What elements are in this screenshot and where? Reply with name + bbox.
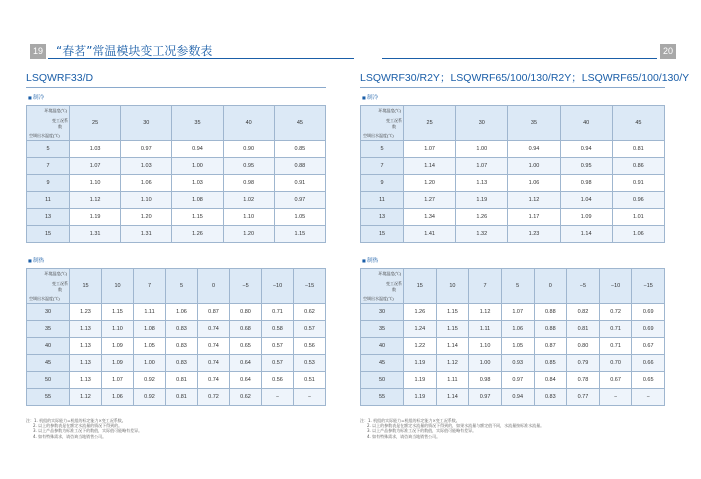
corner-label: 变工况系数 <box>52 118 68 129</box>
table-cell: 1.13 <box>70 372 102 389</box>
table-cell: 0.94 <box>508 141 560 158</box>
row-header: 50 <box>361 372 404 389</box>
table-cell: 1.20 <box>121 209 172 226</box>
corner-label: 环境温度(℃) <box>378 108 401 113</box>
footnote-line: 4. 如有特殊需求，请咨询当地销售公司。 <box>33 433 107 439</box>
table-cell: 1.20 <box>404 175 456 192</box>
cooling-section-label: ■ 制冷 <box>362 94 665 102</box>
heating-table <box>360 268 665 406</box>
table-cell: 1.19 <box>404 372 437 389</box>
footnote-line: 2. 以上的参数表是在额定水流量的情况下得到的，如果水流量与额定值不同，水流量按标准水流量。 <box>367 423 545 429</box>
row-header: 13 <box>361 209 404 226</box>
table-row <box>27 175 326 192</box>
table-cell: 0.92 <box>134 389 166 406</box>
table-cell: 1.14 <box>560 226 612 243</box>
table-cell: 0.88 <box>534 304 567 321</box>
table-cell: 1.08 <box>172 192 223 209</box>
column-header: −10 <box>599 269 632 304</box>
column-header: 25 <box>404 106 456 141</box>
table-cell: 0.98 <box>469 372 502 389</box>
table-row <box>27 141 326 158</box>
table-row <box>361 192 665 209</box>
row-header: 50 <box>27 372 70 389</box>
table-cell: 1.15 <box>102 304 134 321</box>
table-cell: 1.01 <box>612 209 664 226</box>
table-cell: 0.81 <box>567 321 600 338</box>
table-row <box>361 158 665 175</box>
column-header: 0 <box>534 269 567 304</box>
table-cell: 1.26 <box>172 226 223 243</box>
table-cell: 1.10 <box>70 175 121 192</box>
table-cell: 1.10 <box>121 192 172 209</box>
table-cell: 1.12 <box>436 355 469 372</box>
column-header: −15 <box>294 269 326 304</box>
table-row <box>361 389 665 406</box>
table-cell: 1.26 <box>404 304 437 321</box>
table-cell: 0.92 <box>134 372 166 389</box>
table-cell: 1.19 <box>70 209 121 226</box>
cooling-section-label: ■ 制冷 <box>28 94 326 102</box>
table-cell: 1.06 <box>612 226 664 243</box>
row-header: 11 <box>27 192 70 209</box>
table-cell: 0.74 <box>198 355 230 372</box>
table-row <box>361 355 665 372</box>
table-cell: 1.09 <box>102 338 134 355</box>
table-cell: 1.03 <box>121 158 172 175</box>
table-cell: 1.13 <box>456 175 508 192</box>
table-cell: 1.14 <box>404 158 456 175</box>
corner-label: 变工况系数 <box>386 281 402 292</box>
table-cell: 1.00 <box>456 141 508 158</box>
row-header: 5 <box>361 141 404 158</box>
table-row <box>27 321 326 338</box>
table-cell: 0.79 <box>567 355 600 372</box>
corner-cell <box>361 269 404 304</box>
table-cell: 0.97 <box>469 389 502 406</box>
table-cell: 1.00 <box>508 158 560 175</box>
table-cell: 0.66 <box>632 355 665 372</box>
column-header: 30 <box>456 106 508 141</box>
table-row <box>361 304 665 321</box>
page-number-left: 19 <box>30 44 46 59</box>
table-cell: 1.10 <box>223 209 274 226</box>
column-header: −5 <box>230 269 262 304</box>
table-cell: 1.15 <box>436 304 469 321</box>
table-cell: 0.78 <box>567 372 600 389</box>
table-cell: 1.13 <box>70 321 102 338</box>
table-cell: 1.19 <box>404 355 437 372</box>
row-header: 40 <box>361 338 404 355</box>
table-header-row <box>27 269 326 304</box>
column-header: 40 <box>223 106 274 141</box>
header-rule-right <box>382 58 657 59</box>
corner-label: 空调出水温度(℃) <box>363 133 394 138</box>
table-cell: 1.19 <box>404 389 437 406</box>
table-cell: 0.91 <box>612 175 664 192</box>
table-row <box>27 338 326 355</box>
table-cell: 0.87 <box>198 304 230 321</box>
table-cell: 0.97 <box>274 192 325 209</box>
row-header: 30 <box>361 304 404 321</box>
table-cell: 1.06 <box>102 389 134 406</box>
table-row <box>27 355 326 372</box>
table-cell: 0.95 <box>223 158 274 175</box>
table-cell: 1.09 <box>102 355 134 372</box>
table-cell: 1.03 <box>172 175 223 192</box>
footnote-line: 3. 以上产品参数为标准工况下的数值，实际值可能略有差异。 <box>33 428 143 434</box>
table-cell: 1.14 <box>436 389 469 406</box>
table-header-row <box>361 106 665 141</box>
table-cell: 1.15 <box>172 209 223 226</box>
table-cell: 1.11 <box>436 372 469 389</box>
column-header: 35 <box>508 106 560 141</box>
corner-label: 变工况系数 <box>386 118 402 129</box>
column-header: 10 <box>102 269 134 304</box>
table-cell: 0.93 <box>501 355 534 372</box>
table-cell: 1.06 <box>121 175 172 192</box>
table-cell: 0.97 <box>121 141 172 158</box>
table-cell: 0.56 <box>294 338 326 355</box>
table-cell: 0.95 <box>560 158 612 175</box>
table-cell: 0.81 <box>612 141 664 158</box>
table-cell: 1.24 <box>404 321 437 338</box>
table-cell: 0.85 <box>274 141 325 158</box>
corner-cell <box>361 106 404 141</box>
table-cell: 0.71 <box>599 321 632 338</box>
table-cell: 1.14 <box>436 338 469 355</box>
table-cell: 0.84 <box>534 372 567 389</box>
table-cell: 1.05 <box>134 338 166 355</box>
table-row <box>361 338 665 355</box>
table-cell: 0.98 <box>223 175 274 192</box>
page-title: “春茗”常温模块变工况参数表 <box>56 44 213 58</box>
corner-label: 空调出水温度(℃) <box>29 296 60 301</box>
column-header: 40 <box>560 106 612 141</box>
table-cell: 1.06 <box>508 175 560 192</box>
table-cell: 0.98 <box>560 175 612 192</box>
table-cell: 0.65 <box>632 372 665 389</box>
table-cell: 0.72 <box>198 389 230 406</box>
table-row <box>27 209 326 226</box>
table-cell: 1.31 <box>121 226 172 243</box>
header-rule-left <box>48 58 354 59</box>
table-cell: 0.88 <box>274 158 325 175</box>
table-cell: 0.87 <box>534 338 567 355</box>
column-header: 15 <box>404 269 437 304</box>
table-cell: − <box>294 389 326 406</box>
table-cell: 1.15 <box>274 226 325 243</box>
table-cell: 1.22 <box>404 338 437 355</box>
table-cell: 0.82 <box>567 304 600 321</box>
model-name: LSQWRF30/R2Y；LSQWRF65/100/130/R2Y；LSQWRF65/100/130/Y <box>360 72 665 88</box>
table-cell: 1.07 <box>70 158 121 175</box>
table-cell: 0.68 <box>230 321 262 338</box>
table-cell: − <box>262 389 294 406</box>
table-cell: 1.20 <box>223 226 274 243</box>
table-cell: 0.62 <box>230 389 262 406</box>
footnotes <box>360 418 665 439</box>
table-cell: 0.88 <box>534 321 567 338</box>
table-cell: 0.51 <box>294 372 326 389</box>
table-cell: 0.67 <box>632 338 665 355</box>
table-cell: 1.00 <box>134 355 166 372</box>
left-panel <box>26 72 326 439</box>
table-cell: 1.03 <box>70 141 121 158</box>
table-row <box>27 372 326 389</box>
column-header: 30 <box>121 106 172 141</box>
table-cell: 1.05 <box>501 338 534 355</box>
column-header: −5 <box>567 269 600 304</box>
model-name: LSQWRF33/D <box>26 72 326 88</box>
row-header: 11 <box>361 192 404 209</box>
corner-label: 空调出水温度(℃) <box>29 133 60 138</box>
table-cell: 0.74 <box>198 338 230 355</box>
table-cell: 0.69 <box>632 304 665 321</box>
table-cell: 1.10 <box>469 338 502 355</box>
column-header: 0 <box>198 269 230 304</box>
table-row <box>27 304 326 321</box>
table-cell: 0.64 <box>230 355 262 372</box>
table-cell: 1.19 <box>456 192 508 209</box>
row-header: 9 <box>361 175 404 192</box>
table-cell: 1.12 <box>508 192 560 209</box>
table-row <box>27 389 326 406</box>
table-cell: 0.85 <box>534 355 567 372</box>
table-cell: 1.34 <box>404 209 456 226</box>
table-cell: 0.56 <box>262 372 294 389</box>
table-cell: 0.69 <box>632 321 665 338</box>
table-cell: 0.57 <box>262 338 294 355</box>
row-header: 15 <box>361 226 404 243</box>
table-cell: 0.96 <box>612 192 664 209</box>
corner-label: 环境温度(℃) <box>44 108 67 113</box>
row-header: 13 <box>27 209 70 226</box>
row-header: 35 <box>27 321 70 338</box>
table-header-row <box>27 106 326 141</box>
table-cell: 1.11 <box>469 321 502 338</box>
table-cell: 1.11 <box>134 304 166 321</box>
table-cell: 1.07 <box>102 372 134 389</box>
heating-section-label: ■ 制热 <box>28 257 326 265</box>
table-cell: 1.00 <box>172 158 223 175</box>
right-panel <box>360 72 690 439</box>
table-cell: 0.83 <box>166 355 198 372</box>
cooling-table <box>26 105 326 243</box>
table-cell: 1.07 <box>404 141 456 158</box>
table-row <box>27 158 326 175</box>
table-row <box>27 226 326 243</box>
table-cell: 1.04 <box>560 192 612 209</box>
table-cell: 0.65 <box>230 338 262 355</box>
column-header: 5 <box>501 269 534 304</box>
table-cell: 0.58 <box>262 321 294 338</box>
column-header: −10 <box>262 269 294 304</box>
table-cell: 0.72 <box>599 304 632 321</box>
table-cell: 0.77 <box>567 389 600 406</box>
table-cell: 1.02 <box>223 192 274 209</box>
column-header: 7 <box>134 269 166 304</box>
table-cell: 1.00 <box>469 355 502 372</box>
row-header: 5 <box>27 141 70 158</box>
table-cell: 1.13 <box>70 338 102 355</box>
table-cell: 1.17 <box>508 209 560 226</box>
table-cell: 0.57 <box>262 355 294 372</box>
table-cell: 1.05 <box>274 209 325 226</box>
table-row <box>27 192 326 209</box>
table-cell: 1.07 <box>501 304 534 321</box>
footnotes <box>26 418 326 439</box>
column-header: −15 <box>632 269 665 304</box>
table-cell: 0.90 <box>223 141 274 158</box>
table-cell: 0.67 <box>599 372 632 389</box>
row-header: 40 <box>27 338 70 355</box>
table-cell: 0.94 <box>501 389 534 406</box>
row-header: 15 <box>27 226 70 243</box>
column-header: 10 <box>436 269 469 304</box>
table-cell: 0.57 <box>294 321 326 338</box>
column-header: 35 <box>172 106 223 141</box>
table-cell: − <box>599 389 632 406</box>
row-header: 55 <box>27 389 70 406</box>
table-cell: 0.83 <box>166 338 198 355</box>
table-cell: 1.06 <box>166 304 198 321</box>
footnote-line: 4. 如有特殊需求，请咨询当地销售公司。 <box>367 433 441 439</box>
table-cell: 1.27 <box>404 192 456 209</box>
table-cell: 0.91 <box>274 175 325 192</box>
table-cell: 1.06 <box>501 321 534 338</box>
table-cell: 1.15 <box>436 321 469 338</box>
corner-label: 空调出水温度(℃) <box>363 296 394 301</box>
table-row <box>361 321 665 338</box>
table-cell: 1.23 <box>70 304 102 321</box>
table-cell: 0.81 <box>166 372 198 389</box>
footnote-line: 2. 以上的参数表是在额定水流量的情况下得到的。 <box>33 423 123 429</box>
page-number-right: 20 <box>660 44 676 59</box>
table-cell: 1.12 <box>70 389 102 406</box>
table-cell: 0.70 <box>599 355 632 372</box>
table-cell: 1.12 <box>70 192 121 209</box>
table-cell: 0.83 <box>534 389 567 406</box>
table-cell: 1.41 <box>404 226 456 243</box>
corner-cell <box>27 106 70 141</box>
column-header: 25 <box>70 106 121 141</box>
table-cell: 0.81 <box>166 389 198 406</box>
table-header-row <box>361 269 665 304</box>
footnote-line: 3. 以上产品参数为标准工况下的数值，实际值可能略有差异。 <box>367 428 477 434</box>
table-cell: 1.23 <box>508 226 560 243</box>
column-header: 45 <box>612 106 664 141</box>
corner-label: 环境温度(℃) <box>378 271 401 276</box>
column-header: 45 <box>274 106 325 141</box>
table-cell: 0.53 <box>294 355 326 372</box>
column-header: 15 <box>70 269 102 304</box>
table-row <box>361 175 665 192</box>
table-cell: − <box>632 389 665 406</box>
heating-table <box>26 268 326 406</box>
corner-label: 变工况系数 <box>52 281 68 292</box>
table-cell: 0.83 <box>166 321 198 338</box>
table-cell: 0.64 <box>230 372 262 389</box>
column-header: 5 <box>166 269 198 304</box>
table-cell: 0.80 <box>567 338 600 355</box>
row-header: 30 <box>27 304 70 321</box>
table-cell: 0.97 <box>501 372 534 389</box>
table-cell: 1.32 <box>456 226 508 243</box>
table-row <box>361 209 665 226</box>
table-cell: 0.86 <box>612 158 664 175</box>
footnote-line: 注：1. 机组的实际能力=机组的标定能力×变工况系数。 <box>26 418 126 423</box>
row-header: 9 <box>27 175 70 192</box>
table-cell: 1.07 <box>456 158 508 175</box>
table-cell: 0.80 <box>230 304 262 321</box>
cooling-table <box>360 105 665 243</box>
table-cell: 0.74 <box>198 321 230 338</box>
heating-section-label: ■ 制热 <box>362 257 665 265</box>
table-row <box>361 372 665 389</box>
table-row <box>361 226 665 243</box>
table-cell: 0.71 <box>262 304 294 321</box>
column-header: 7 <box>469 269 502 304</box>
table-cell: 1.31 <box>70 226 121 243</box>
row-header: 7 <box>361 158 404 175</box>
table-row <box>361 141 665 158</box>
table-cell: 1.26 <box>456 209 508 226</box>
table-cell: 1.13 <box>70 355 102 372</box>
table-cell: 1.12 <box>469 304 502 321</box>
table-cell: 0.74 <box>198 372 230 389</box>
footnote-line: 注：1. 机组的实际能力=机组的标定能力×变工况系数。 <box>360 418 460 423</box>
row-header: 7 <box>27 158 70 175</box>
corner-cell <box>27 269 70 304</box>
corner-label: 环境温度(℃) <box>44 271 67 276</box>
row-header: 55 <box>361 389 404 406</box>
table-cell: 1.08 <box>134 321 166 338</box>
table-cell: 1.09 <box>560 209 612 226</box>
page-header <box>30 44 676 59</box>
table-cell: 0.94 <box>172 141 223 158</box>
row-header: 45 <box>361 355 404 372</box>
table-cell: 0.71 <box>599 338 632 355</box>
table-cell: 0.94 <box>560 141 612 158</box>
row-header: 35 <box>361 321 404 338</box>
row-header: 45 <box>27 355 70 372</box>
table-cell: 1.10 <box>102 321 134 338</box>
table-cell: 0.62 <box>294 304 326 321</box>
